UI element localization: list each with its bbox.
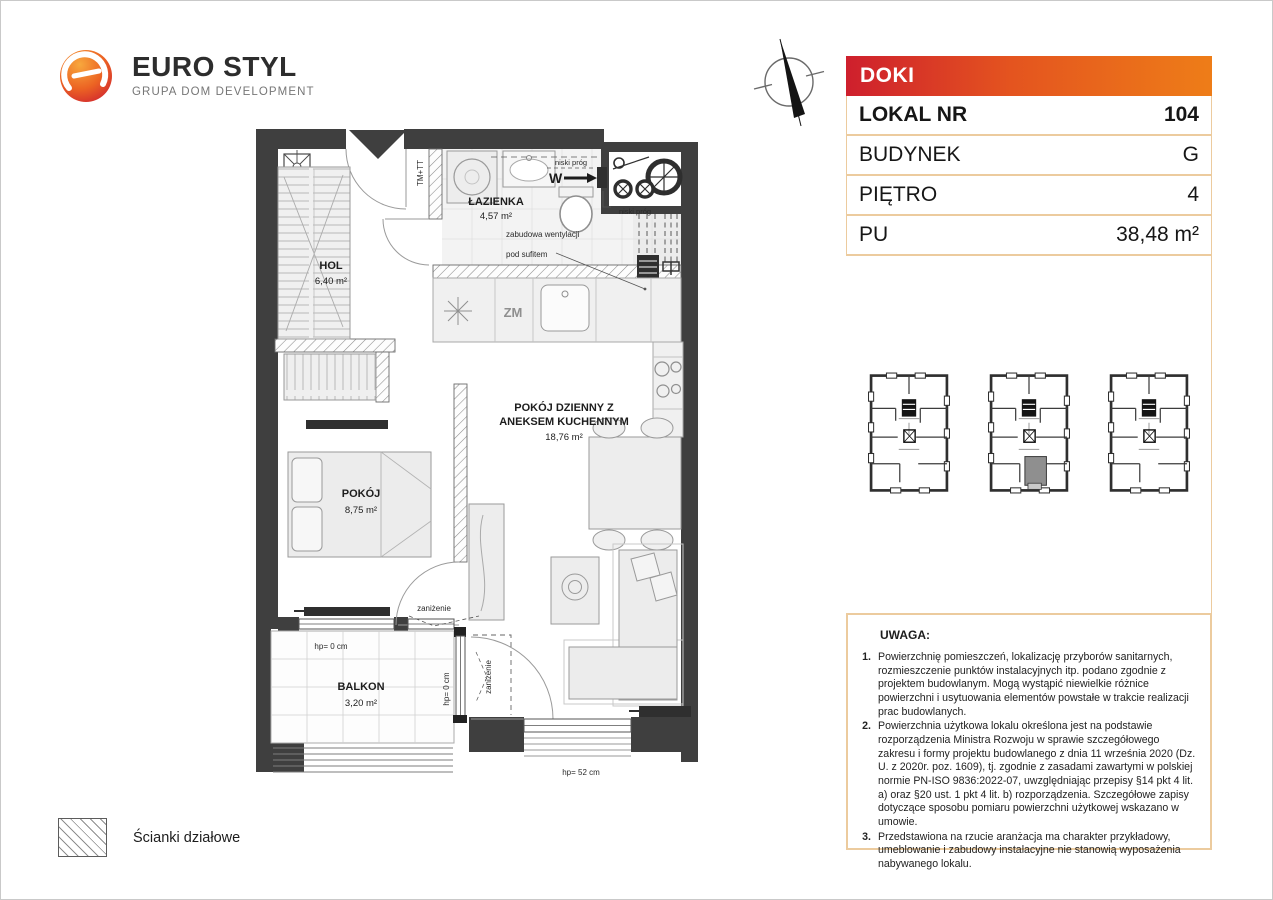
hood-symbol-icon — [444, 297, 472, 325]
table-row-pu — [847, 216, 1211, 256]
brand-subtitle: GRUPA DOM DEVELOPMENT — [132, 85, 315, 98]
vent-label-1: zabudowa wentylacji — [506, 230, 580, 239]
bathroom-area: 4,57 m² — [479, 211, 513, 222]
tm-tt-label: TM+TT — [416, 160, 425, 186]
row-label: LOKAL NR — [859, 103, 968, 126]
row-value: 38,48 m² — [1116, 223, 1199, 246]
dishwasher-label: ZM — [503, 305, 523, 320]
row-label: BUDYNEK — [859, 143, 961, 166]
bedroom-tv-bar — [306, 420, 388, 429]
low-threshold-label-1: niski próg — [554, 158, 588, 167]
living-area: 18,76 m² — [545, 432, 583, 443]
hp0-label-v: hp= 0 cm — [442, 672, 451, 706]
partition-wall-hatch-icon — [58, 818, 107, 857]
eurostyl-flame-icon — [56, 43, 118, 107]
row-value: 4 — [1187, 183, 1199, 206]
living-label-1: POKÓJ DZIENNY Z — [514, 402, 614, 414]
lowering-label-h: zaniżenie — [417, 604, 451, 613]
water-meters — [609, 152, 682, 206]
row-value: 104 — [1163, 103, 1199, 126]
balcony-label: BALKON — [337, 681, 385, 693]
unit-info-table — [846, 96, 1212, 256]
legend-label: Ścianki działowe — [133, 829, 241, 846]
notes-title: UWAGA: — [880, 628, 930, 642]
bedroom-furniture — [284, 354, 431, 616]
bathroom-label: ŁAZIENKA — [468, 196, 524, 208]
low-threshold-label-2: niski próg — [618, 207, 652, 216]
key-plan-center — [988, 371, 1070, 495]
building-key-plans — [846, 371, 1212, 495]
row-value: G — [1182, 143, 1199, 166]
unit-info-panel — [846, 56, 1212, 256]
highlighted-unit — [1025, 457, 1047, 486]
coffee-table — [551, 557, 599, 624]
north-compass-icon — [749, 34, 837, 137]
note-item: 1. Powierzchnię pomieszczeń, lokalizację przyborów sanitarnych, rozmieszczenie punktów instalacyjnych itp. podano zgodnie z projektem budowlanym. Mogą wystąpić niewielkie różnice powierzchni i usytuowania elementów powstałe w trakcie realizacji prac budowlanych. — [862, 651, 1189, 718]
tv-cabinet — [469, 504, 504, 620]
w-arrow-label: W — [549, 170, 563, 186]
dining-table — [589, 437, 681, 529]
row-label: PU — [859, 223, 889, 246]
legend — [58, 818, 240, 857]
hp0-label-h: hp= 0 cm — [314, 642, 348, 651]
living-room-furniture — [469, 418, 691, 717]
hall-wardrobe — [278, 167, 350, 339]
brand-logo — [56, 43, 315, 107]
hp52-label: hp= 52 cm — [562, 768, 600, 777]
bedroom-radiator — [304, 607, 390, 616]
bedroom-wardrobe — [284, 354, 376, 400]
note-item: 3. Przedstawiona na rzucie aranżacja ma charakter przykładowy, umeblowanie i zabudowy instalacyjne nie stanowią wyposażenia nabywanego lokalu. — [862, 830, 1181, 870]
table-row-lokal — [847, 96, 1211, 136]
lowering-label-v: zaniżenie — [484, 660, 493, 694]
table-row-pietro — [847, 176, 1211, 216]
vent-label-2: pod sufitem — [506, 250, 548, 259]
hall-area: 6,40 m² — [314, 276, 348, 287]
key-plan-left — [868, 371, 950, 495]
bedroom-area: 8,75 m² — [344, 505, 378, 516]
living-label-2: ANEKSEM KUCHENNYM — [499, 416, 629, 428]
table-row-budynek — [847, 136, 1211, 176]
key-plan-right — [1108, 371, 1190, 495]
bedroom-label: POKÓJ — [341, 488, 381, 500]
notes-box — [846, 613, 1212, 870]
project-name-header: DOKI — [846, 56, 1212, 96]
apartment-floorplan — [251, 117, 713, 804]
brand-name: EURO STYL — [132, 50, 297, 82]
note-item: 2. Powierzchnia użytkowa lokalu określona jest na podstawie rozporządzenia Ministra Rozwoju w sprawie szczegółowego zakresu i formy projektu budowlanego z dnia 11 września 2020 (Dz. U. z 2020r. poz. 1609), tj. zgodnie z zasadami zawartymi w polskiej normie PN-ISO 9836:2022-07, uwzględniając przepisy §14 pkt 4 lit. a) oraz §20 ust. 1 pkt 4 lit. b) rozporządzenia. Szczegółowe zapisy dotyczące sposobu pomiaru powierzchni użytkowej wskazano w umowie. — [862, 720, 1196, 828]
living-radiator — [639, 706, 691, 717]
hall-label: HOL — [319, 260, 343, 272]
balcony-area: 3,20 m² — [344, 698, 378, 709]
row-label: PIĘTRO — [859, 183, 938, 206]
